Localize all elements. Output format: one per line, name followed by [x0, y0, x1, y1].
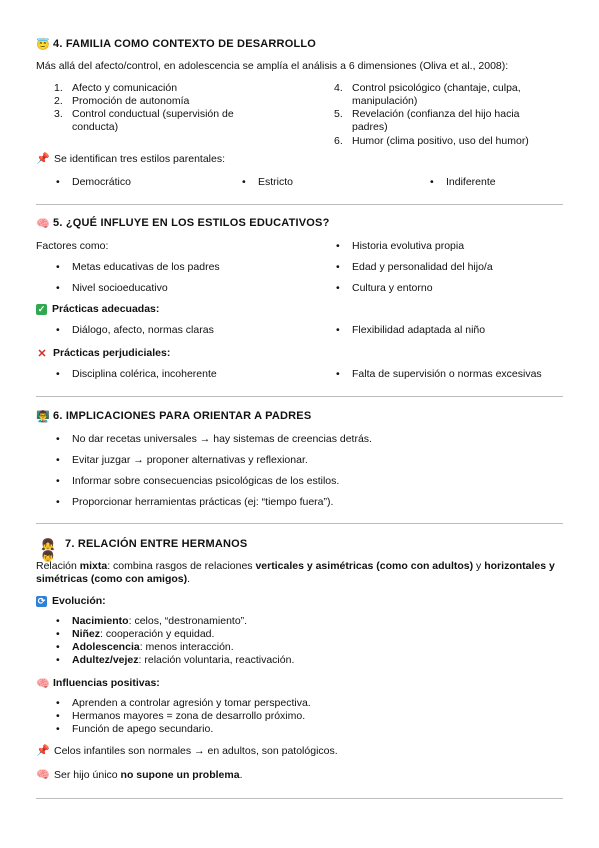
style-item: • Democrático [72, 176, 131, 189]
good-practice-item: • Diálogo, afecto, normas claras [72, 324, 214, 337]
section-5 [36, 217, 563, 231]
style-item: • Estricto [258, 176, 293, 189]
implication-item: • Proporcionar herramientas prácticas (ej: “tiempo fuera”). [72, 496, 333, 509]
brain-icon: 🧠 [36, 677, 50, 690]
implication-item: • Evitar juzgar → proponer alternativas y reflexionar. [72, 454, 308, 467]
dimensions-list-left [54, 82, 284, 135]
check-mark-icon: ✓ [37, 304, 46, 315]
list-item: 4. Control psicológico (chantaje, culpa, manipulación) [334, 82, 521, 108]
pushpin-icon: 📌 [36, 745, 50, 757]
positive-influences-list [72, 697, 311, 736]
divider [36, 204, 563, 205]
list-item: 1. Afecto y comunicación [54, 82, 178, 94]
dimensions-list-right [334, 82, 564, 148]
implication-item: • No dar recetas universales → hay sistemas de creencias detrás. [72, 433, 372, 446]
section-4-heading [36, 38, 563, 52]
factor-item: • Cultura y entorno [352, 282, 433, 295]
list-item: • Niñez: cooperación y equidad. [72, 628, 294, 641]
divider [36, 396, 563, 397]
positive-influences-heading: 🧠 Influencias positivas: [36, 677, 160, 690]
section-6-heading [36, 410, 563, 424]
cross-mark-icon: ✕ [37, 347, 47, 360]
section-4-title: 4. FAMILIA COMO CONTEXTO DE DESARROLLO [53, 38, 317, 50]
list-item: • Adolescencia: menos interacción. [72, 641, 294, 654]
list-item: 2. Promoción de autonomía [54, 95, 190, 108]
style-item: • Indiferente [446, 176, 496, 189]
good-practice-item: • Flexibilidad adaptada al niño [352, 324, 485, 337]
bad-practices-heading: ✕ Prácticas perjudiciales: [37, 347, 171, 360]
smiley-halo-icon: 😇 [36, 38, 50, 51]
section-7-title: 7. RELACIÓN ENTRE HERMANOS [65, 538, 248, 550]
list-item: 6. Humor (clima positivo, uso del humor) [334, 134, 529, 147]
brain-icon: 🧠 [36, 217, 50, 230]
section-4-intro: Más allá del afecto/control, en adolescencia se amplía el análisis a 6 dimensiones (Oliva et al., 2008): [36, 60, 509, 72]
factor-item: • Edad y personalidad del hijo/a [352, 261, 493, 274]
section-4 [36, 38, 563, 52]
section-6 [36, 410, 563, 424]
section-6-title: 6. IMPLICACIONES PARA ORIENTAR A PADRES [53, 410, 312, 422]
cycle-arrows-icon: ⟳ [37, 596, 46, 607]
bad-practice-item: • Disciplina colérica, incoherente [72, 368, 217, 381]
teacher-icon: 👨‍🏫 [36, 410, 50, 423]
list-item: • Aprenden a controlar agresión y tomar perspectiva. [72, 697, 311, 710]
brain-icon: 🧠 [36, 769, 50, 781]
pushpin-icon: 📌 [36, 153, 50, 165]
evolution-heading: ⟳ Evolución: [37, 595, 106, 607]
divider [36, 523, 563, 524]
list-item: • Función de apego secundario. [72, 723, 311, 736]
good-practices-heading: ✓ Prácticas adecuadas: [37, 303, 160, 315]
factor-item: • Nivel socioeducativo [72, 282, 168, 295]
list-item: 5. Revelación (confianza del hijo hacia padres) [334, 108, 520, 134]
section-7-intro: Relación mixta: combina rasgos de relaciones verticales y asimétricas (como con adultos) y horizontales y simétricas (como con amigos). [36, 560, 555, 586]
section-7-heading [36, 538, 563, 563]
factors-label: Factores como: [36, 240, 109, 252]
list-item: • Adultez/vejez: relación voluntaria, reactivación. [72, 654, 294, 667]
divider [36, 798, 563, 799]
styles-note: 📌 Se identifican tres estilos parentales: [36, 153, 226, 165]
section-5-heading [36, 217, 563, 231]
list-item: • Nacimiento: celos, “destronamiento”. [72, 615, 294, 628]
evolution-list [72, 615, 294, 668]
siblings-icon: 👧👦 [41, 538, 55, 563]
section-7 [36, 538, 563, 563]
list-item: • Hermanos mayores = zona de desarrollo próximo. [72, 710, 311, 723]
section-5-title: 5. ¿QUÉ INFLUYE EN LOS ESTILOS EDUCATIVOS? [53, 217, 330, 229]
bad-practice-item: • Falta de supervisión o normas excesivas [352, 368, 542, 381]
factor-item: • Historia evolutiva propia [352, 240, 464, 253]
list-item: 3. Control conductual (supervisión de conducta) [54, 108, 234, 134]
only-child-note: 🧠 Ser hijo único no supone un problema. [36, 769, 243, 781]
jealousy-note: 📌 Celos infantiles son normales → en adultos, son patológicos. [36, 745, 338, 757]
factor-item: • Metas educativas de los padres [72, 261, 220, 274]
implication-item: • Informar sobre consecuencias psicológicas de los estilos. [72, 475, 339, 488]
